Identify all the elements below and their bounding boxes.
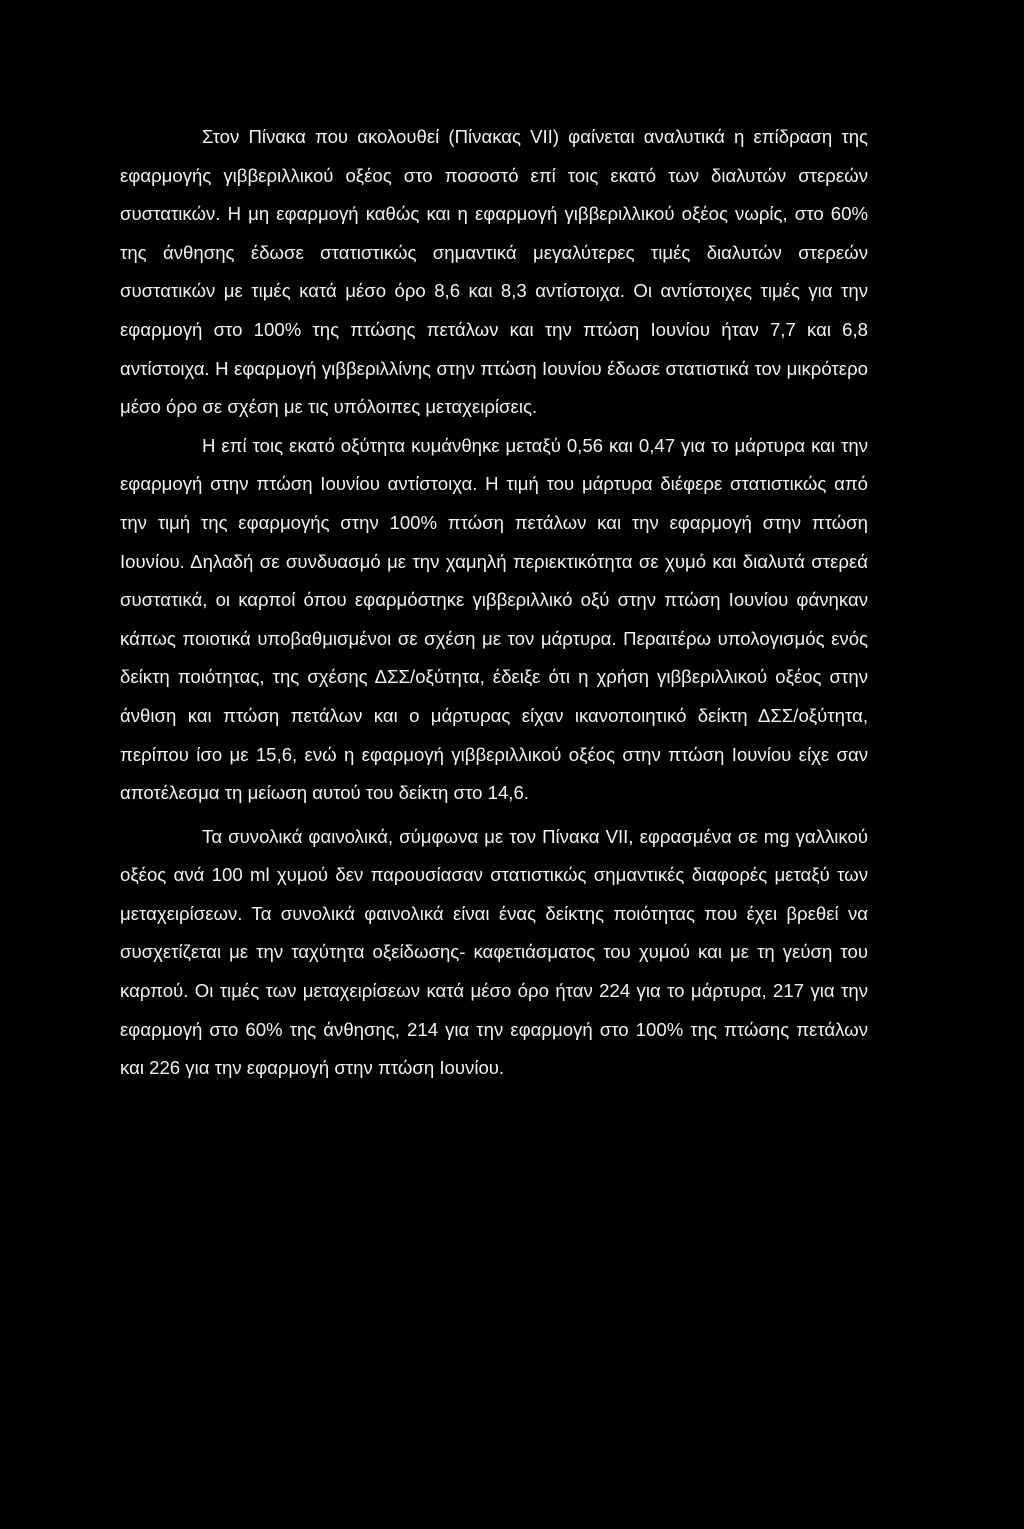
text-body	[120, 118, 868, 1088]
paragraph-2: Η επί τοις εκατό οξύτητα κυμάνθηκε μεταξύ 0,56 και 0,47 για το μάρτυρα και την εφαρμογή στην πτώση Ιουνίου αντίστοιχα. Η τιμή του μάρτυρα διέφερε στατιστικώς από την τιμή της εφαρμογής στην 100% πτώση πετάλων και την εφαρμογή στην πτώση Ιουνίου. Δηλαδή σε συνδυασμό με την χαμηλή περιεκτικότητα σε χυμό και διαλυτά στερεά συστατικά, οι καρποί όπου εφαρμόστηκε γιββεριλλικό οξύ στην πτώση Ιουνίου φάνηκαν κάπως ποιοτικά υποβαθμισμένοι σε σχέση με τον μάρτυρα. Περαιτέρω υπολογισμός ενός δείκτη ποιότητας, της σχέσης ΔΣΣ/οξύτητα, έδειξε ότι η χρήση γιββεριλλικού οξέος στην άνθιση και πτώση πετάλων και ο μάρτυρας είχαν ικανοποιητικό δείκτη ΔΣΣ/οξύτητα, περίπου ίσο με 15,6, ενώ η εφαρμογή γιββεριλλικού οξέος στην πτώση Ιουνίου είχε σαν αποτέλεσμα τη μείωση αυτού του δείκτη στο 14,6.	[120, 434, 868, 804]
paragraph-3: Τα συνολικά φαινολικά, σύμφωνα με τον Πίνακα VII, εφρασμένα σε mg γαλλικού οξέος ανά 100 ml χυμού δεν παρουσίασαν στατιστικώς σημαντικές διαφορές μεταξύ των μεταχειρίσεων. Τα συνολικά φαινολικά είναι ένας δείκτης ποιότητας που έχει βρεθεί να συσχετίζεται με την ταχύτητα οξείδωσης- καφετιάσματος του χυμού και με τη γεύση του καρπού. Οι τιμές των μεταχειρίσεων κατά μέσο όρο ήταν 224 για το μάρτυρα, 217 για την εφαρμογή στο 60% της άνθησης, 214 για την εφαρμογή στο 100% της πτώσης πετάλων και 226 για την εφαρμογή στην πτώση Ιουνίου.	[120, 825, 868, 1079]
paragraph-1: Στον Πίνακα που ακολουθεί (Πίνακας VII) φαίνεται αναλυτικά η επίδραση της εφαρμογής γιββεριλλικού οξέος στο ποσοστό επί τοις εκατό των διαλυτών στερεών συστατικών. Η μη εφαρμογή καθώς και η εφαρμογή γιββεριλλικού οξέος νωρίς, στο 60% της άνθησης έδωσε στατιστικώς σημαντικά μεγαλύτερες τιμές διαλυτών στερεών συστατικών με τιμές κατά μέσο όρο 8,6 και 8,3 αντίστοιχα. Οι αντίστοιχες τιμές για την εφαρμογή στο 100% της πτώσης πετάλων και την πτώση Ιουνίου ήταν 7,7 και 6,8 αντίστοιχα. Η εφαρμογή γιββεριλλίνης στην πτώση Ιουνίου έδωσε στατιστικά τον μικρότερο μέσο όρο σε σχέση με τις υπόλοιπες μεταχειρίσεις.	[120, 126, 868, 418]
